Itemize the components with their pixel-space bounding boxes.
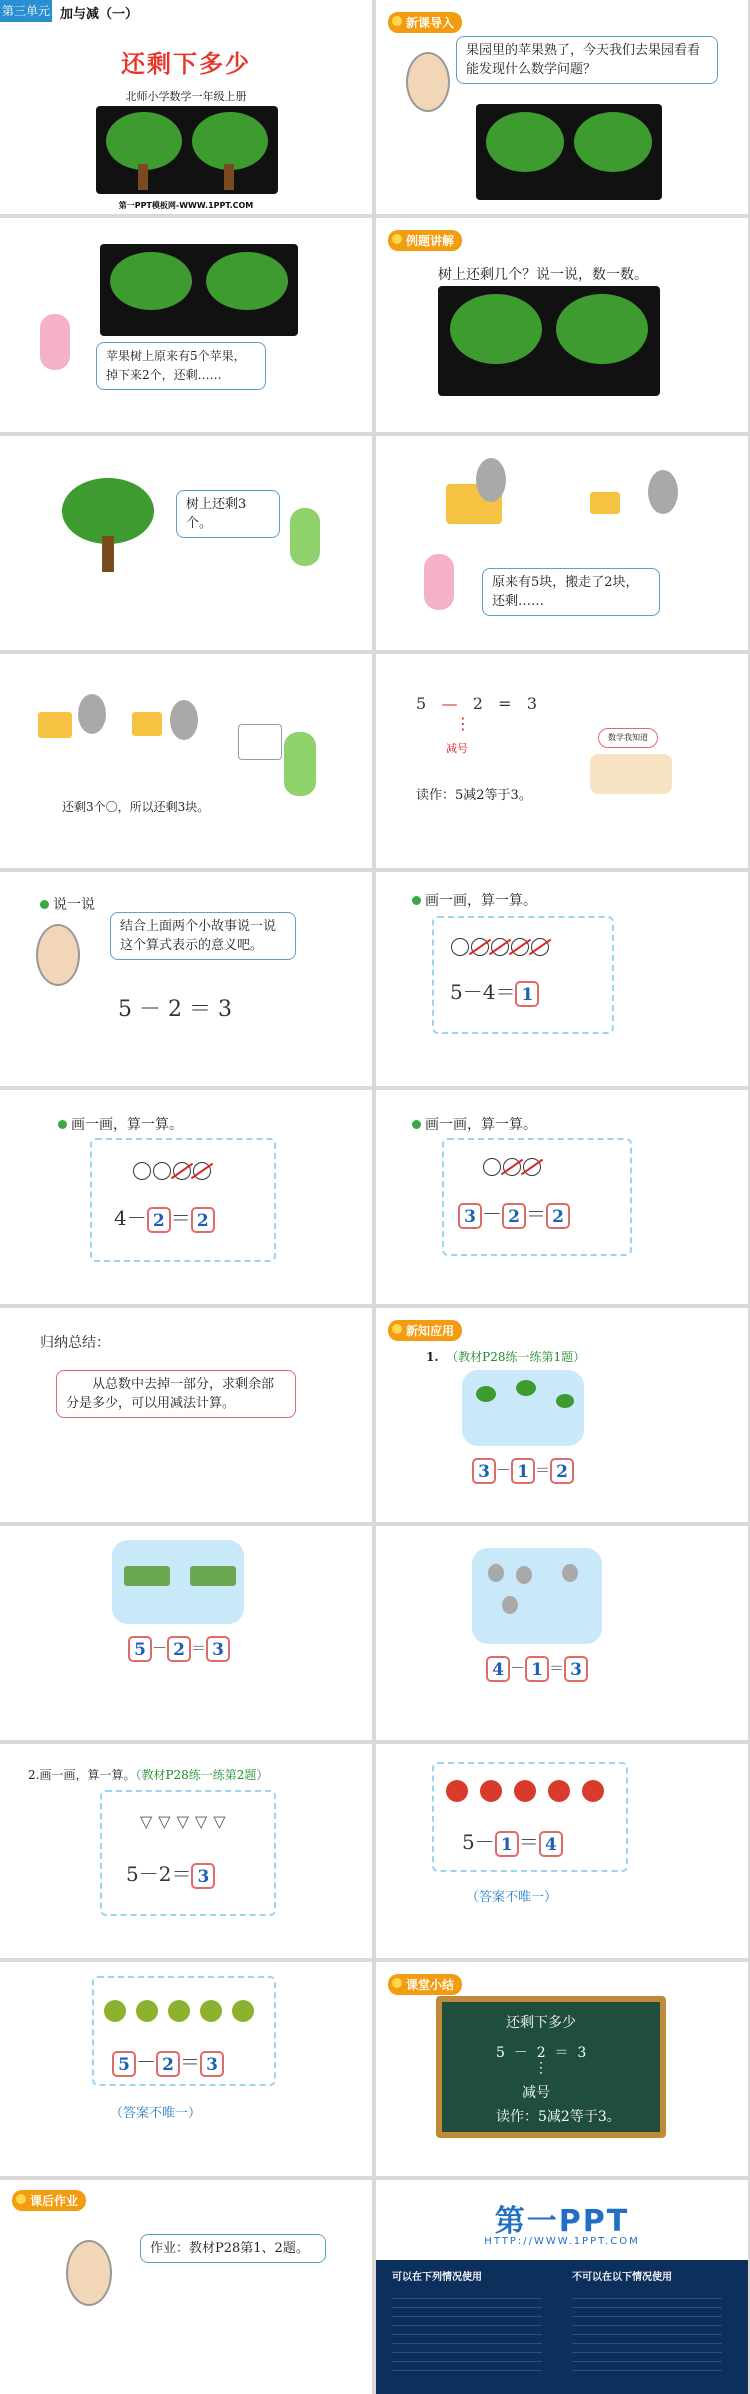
teacher-avatar [36,924,80,986]
slide-draw-1 [376,872,748,1086]
board-dots: ⋮ [534,2060,548,2076]
teacher-avatar [66,2240,112,2306]
frog-icon [516,1380,536,1396]
orchard-image [438,286,660,396]
tree-icon [206,252,288,310]
answer-box: 2 [550,1458,574,1484]
slide-exercise-2 [0,1744,372,1958]
draw-heading: 画一画，算一算。 [412,1114,537,1134]
board-title: 还剩下多少 [506,2015,576,2031]
tree-icon [192,112,268,170]
teacher-avatar [406,52,450,112]
shuttlecock-row: ▽▽▽▽▽ [140,1812,232,1831]
cannot-use-heading: 不可以在以下情况使用 [572,2272,672,2283]
circle-row [482,1156,542,1176]
mouse-icon [78,694,106,734]
mouse-icon [476,458,506,502]
slide-homework [0,2180,372,2394]
draw-heading: 画一画，算一算。 [58,1114,183,1134]
brand-footer [376,2260,748,2394]
answer-box: 2 [546,1203,570,1229]
slide-story-1 [0,218,372,432]
slide-story-2 [376,436,748,650]
board-equation: 5 － 2 ＝ 3 [496,2045,587,2061]
cover-footer: 第一PPT模板网-WWW.1PPT.COM [118,201,254,210]
speech-bubble: 果园里的苹果熟了，今天我们去果园看看能发现什么数学问题？ [456,36,718,84]
slide-equation [376,654,748,868]
slide-example [376,218,748,432]
answer-box: 3 [191,1863,215,1889]
orchard-image [476,104,662,200]
answer-box: 4 [486,1656,510,1682]
slide-cover [0,0,372,214]
answer-box: 1 [511,1458,535,1484]
frog-icon [476,1386,496,1402]
cover-subtitle: 北师小学数学一年级上册 [125,90,247,103]
mouse-icon [488,1564,504,1582]
board-read: 读作：5减2等于3。 [496,2109,621,2125]
ball-icon [104,2000,126,2022]
brand-logo: 第一PPT [494,2204,630,2239]
racket-icon [582,1780,604,1802]
read-text: 读作：5减2等于3。 [416,788,532,803]
cards-illustration [590,754,672,794]
pointer-dots: ⋮ [455,714,471,733]
equation: 5 － 2 ＝ 3 [112,2046,224,2077]
pond-image [472,1548,602,1644]
speech-bubble: 原来有5块，搬走了2块，还剩…… [482,568,660,616]
racket-icon [514,1780,536,1802]
equation: 5－2＝ 3 [126,1858,215,1889]
cover-title: 还剩下多少 [121,50,251,78]
tree-icon [556,294,648,364]
orchard-image [96,106,278,194]
tree-icon [574,112,652,172]
drawing-card [90,1138,276,1262]
drawing-card [100,1790,276,1916]
mouse-icon [502,1596,518,1614]
ball-icon [200,2000,222,2022]
orchard-image [100,244,298,336]
summary-box: 从总数中去掉一部分，求剩余部分是多少，可以用减法计算。 [56,1370,296,1418]
circle-row [132,1160,212,1180]
equation: 4 － 1 ＝ 3 [486,1656,588,1682]
frog-icon [556,1394,574,1408]
basket-icon [124,1566,170,1586]
ball-icon [136,2000,158,2022]
minus-label: 减号 [446,742,468,755]
chalkboard [436,1996,666,2138]
answer-box: 3 [200,2051,224,2077]
draw-heading: 画一画，算一算。 [412,890,537,910]
lesson-title: 加与减（一） [60,7,139,22]
answer-box: 1 [525,1656,549,1682]
slide-class-summary [376,1962,748,2176]
circle-row [450,936,550,956]
answer-box: 2 [156,2051,180,2077]
slide-intro [376,0,748,214]
equation: 5 － 2 ＝ 3 [118,997,232,1022]
answer-box: 4 [539,1831,563,1857]
slide-apply-2 [0,1526,372,1740]
equation: 3 － 2 ＝ 2 [458,1198,570,1229]
equation: 4－ 2 ＝ 2 [114,1202,215,1233]
mouse-icon [516,1566,532,1584]
exercise-title: 1. （教材P28练一练第1题） [426,1350,586,1364]
answer-box: 3 [472,1458,496,1484]
equation: 3 － 1 ＝ 2 [472,1458,574,1484]
answer-box: 2 [502,1203,526,1229]
answer-box: 1 [515,981,539,1007]
tree-icon [486,112,564,172]
answer-box: 3 [458,1203,482,1229]
answer-box: 5 [128,1636,152,1662]
tree-icon [450,294,542,364]
equation: 5 — 2 = 3 [416,694,538,713]
slide-brand [376,2180,748,2394]
equation: 5－ 1 ＝ 4 [462,1826,563,1857]
mouse-icon [170,700,198,740]
tree-icon [106,112,182,170]
drawing-card [432,916,614,1034]
speech-bubble: 作业：教材P28第1、2题。 [140,2234,326,2263]
racket-icon [548,1780,570,1802]
speech-bubble: 结合上面两个小故事说一说这个算式表示的意义吧。 [110,912,296,960]
mouse-icon [648,470,678,514]
badge-example: 例题讲解 [388,230,462,251]
answer-box: 2 [191,1207,215,1233]
answer-note: （答案不唯一） [466,1890,558,1905]
slide-tree-remaining [0,436,372,650]
mouse-icon [562,1564,578,1582]
answer-note: （答案不唯一） [110,2106,202,2121]
slide-apply-3 [376,1526,748,1740]
circle-board [238,724,282,760]
equation: 5－4＝ 1 [450,976,539,1007]
brand-url: HTTP://WWW.1PPT.COM [484,2236,640,2247]
board-minus-label: 减号 [522,2085,550,2101]
answer-box: 2 [167,1636,191,1662]
answer-box: 3 [564,1656,588,1682]
badge-homework: 课后作业 [12,2190,86,2211]
badge-apply: 新知应用 [388,1320,462,1341]
tree-icon [110,252,192,310]
cheese-icon [590,492,620,514]
boy-avatar [290,508,320,566]
boy-avatar [284,732,316,796]
conclusion-text: 还剩3个〇，所以还剩3块。 [62,800,210,814]
slide-draw-3 [376,1090,748,1304]
cheese-icon [132,712,162,736]
girl-avatar [40,314,70,370]
speech-bubble: 树上还剩3个。 [176,490,280,538]
slide-count-circles [0,654,372,868]
cheese-icon [38,712,72,738]
slide-apply-1 [376,1308,748,1522]
ball-icon [168,2000,190,2022]
answer-box: 1 [495,1831,519,1857]
slide-exercise-4 [0,1962,372,2176]
badge-intro: 新课导入 [388,12,462,33]
slide-draw-2 [0,1090,372,1304]
badge-summary: 课堂小结 [388,1974,462,1995]
exercise-title: 2.画一画，算一算。（教材P28练一练第2题） [28,1768,269,1782]
answer-box: 3 [206,1636,230,1662]
slide-exercise-3 [376,1744,748,1958]
unit-tag: 第三单元 [0,0,52,22]
racket-icon [480,1780,502,1802]
sign-board: 数学我知道 [598,728,658,748]
slide-say [0,872,372,1086]
example-question: 树上还剩几个？说一说，数一数。 [438,267,648,283]
say-heading: 说一说 [40,894,95,914]
summary-heading: 归纳总结： [40,1335,110,1351]
answer-box: 5 [112,2051,136,2077]
can-use-heading: 可以在下列情况使用 [392,2272,482,2283]
girl-avatar [424,554,454,610]
answer-box: 2 [147,1207,171,1233]
ball-icon [232,2000,254,2022]
tree-icon [62,478,154,544]
basket-icon [190,1566,236,1586]
speech-bubble: 苹果树上原来有5个苹果，掉下来2个，还剩…… [96,342,266,390]
racket-icon [446,1780,468,1802]
slide-summary [0,1308,372,1522]
equation: 5 － 2 ＝ 3 [128,1636,230,1662]
